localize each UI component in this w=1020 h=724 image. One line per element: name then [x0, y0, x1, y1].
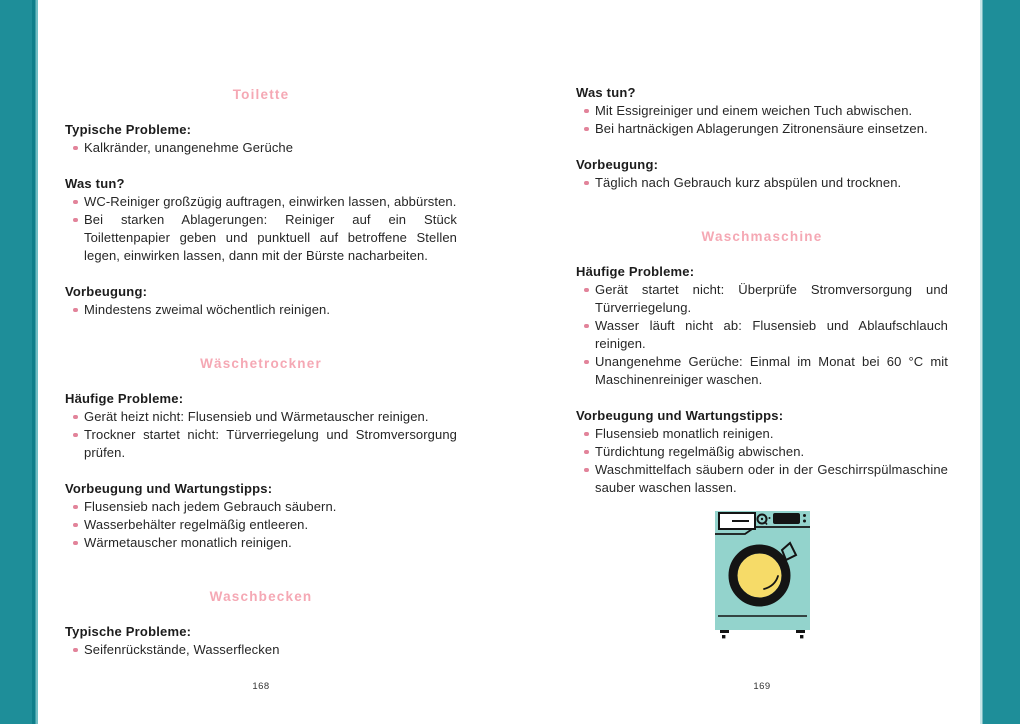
- bullet-list: [576, 425, 948, 497]
- bullet-list: [65, 193, 457, 265]
- machine-foot-left: [720, 630, 729, 633]
- block-label: Vorbeugung und Wartungstipps:: [65, 481, 273, 496]
- list-item: Unangenehme Gerüche: Einmal im Monat bei 60 °C mit Maschinenreiniger waschen.: [595, 354, 948, 387]
- section-heading-waschbecken: Waschbecken: [209, 589, 313, 604]
- door-window: [737, 554, 781, 598]
- bullet-list: [65, 301, 457, 319]
- list-item: Flusensieb monatlich reinigen.: [595, 425, 948, 443]
- machine-foot-left-pad: [722, 635, 725, 638]
- bullet-list: [65, 408, 457, 462]
- list-item: Wasserbehälter regelmäßig entleeren.: [84, 516, 457, 534]
- button-dot: [803, 520, 806, 523]
- page-right: [576, 0, 948, 724]
- button-dot: [803, 514, 806, 517]
- bullet-list: [65, 498, 457, 552]
- list-item: Bei starken Ablagerungen: Reiniger auf ein Stück Toilettenpapier geben und punktuell auf betroffene Stellen legen, einwirken lassen, dann mit der Bürste nacharbeiten.: [84, 212, 457, 263]
- washing-machine-svg: [715, 511, 810, 642]
- panel-dot: [768, 517, 770, 519]
- cover-edge-left: [0, 0, 38, 724]
- display-panel: [773, 513, 800, 524]
- list-item: Mindestens zweimal wöchentlich reinigen.: [84, 301, 457, 319]
- list-item: Täglich nach Gebrauch kurz abspülen und trocknen.: [595, 174, 948, 192]
- bullet-list: [576, 102, 948, 138]
- block-label: Vorbeugung:: [65, 284, 148, 299]
- bullet-list: [65, 641, 457, 659]
- list-item: Wasser läuft nicht ab: Flusensieb und Ablaufschlauch reinigen.: [595, 318, 948, 351]
- page-left: [65, 0, 457, 724]
- section-heading-toilette: Toilette: [232, 87, 290, 102]
- section-heading-waeschetrockner: Wäschetrockner: [200, 356, 322, 371]
- block-label: Was tun?: [65, 176, 125, 191]
- list-item: Waschmittelfach säubern oder in der Geschirrspülmaschine sauber waschen lassen.: [595, 462, 948, 495]
- page-number: 168: [252, 681, 270, 692]
- machine-foot-right: [796, 630, 805, 633]
- section-heading-waschmaschine: Waschmaschine: [701, 229, 823, 244]
- list-item: Bei hartnäckigen Ablagerungen Zitronensäure einsetzen.: [595, 120, 948, 138]
- page-number: 169: [753, 681, 771, 692]
- block-label: Vorbeugung und Wartungstipps:: [576, 408, 784, 423]
- list-item: Kalkränder, unangenehme Gerüche: [84, 139, 457, 157]
- list-item: WC-Reiniger großzügig auftragen, einwirken lassen, abbürsten.: [84, 194, 457, 209]
- list-item: Gerät heizt nicht: Flusensieb und Wärmetauscher reinigen.: [84, 408, 457, 426]
- list-item: Wärmetauscher monatlich reinigen.: [84, 534, 457, 552]
- bullet-list: [65, 139, 457, 157]
- list-item: Mit Essigreiniger und einem weichen Tuch abwischen.: [595, 102, 948, 120]
- block-label: Vorbeugung:: [576, 157, 659, 172]
- bullet-list: [576, 174, 948, 192]
- list-item: Trockner startet nicht: Türverriegelung und Stromversorgung prüfen.: [84, 427, 457, 460]
- block-label: Häufige Probleme:: [65, 391, 184, 406]
- list-item: Türdichtung regelmäßig abwischen.: [595, 443, 948, 461]
- list-item: Flusensieb nach jedem Gebrauch säubern.: [84, 498, 457, 516]
- washing-machine-illustration: [715, 511, 810, 642]
- knob-dot: [760, 518, 762, 520]
- block-label: Was tun?: [576, 85, 636, 100]
- block-label: Häufige Probleme:: [576, 264, 695, 279]
- cover-edge-right: [980, 0, 1020, 724]
- block-label: Typische Probleme:: [65, 624, 192, 639]
- block-label: Typische Probleme:: [65, 122, 192, 137]
- machine-foot-right-pad: [800, 635, 803, 638]
- bullet-list: [576, 281, 948, 389]
- list-item: Seifenrückstände, Wasserflecken: [84, 641, 457, 659]
- list-item: Gerät startet nicht: Überprüfe Stromversorgung und Türverriegelung.: [595, 282, 948, 315]
